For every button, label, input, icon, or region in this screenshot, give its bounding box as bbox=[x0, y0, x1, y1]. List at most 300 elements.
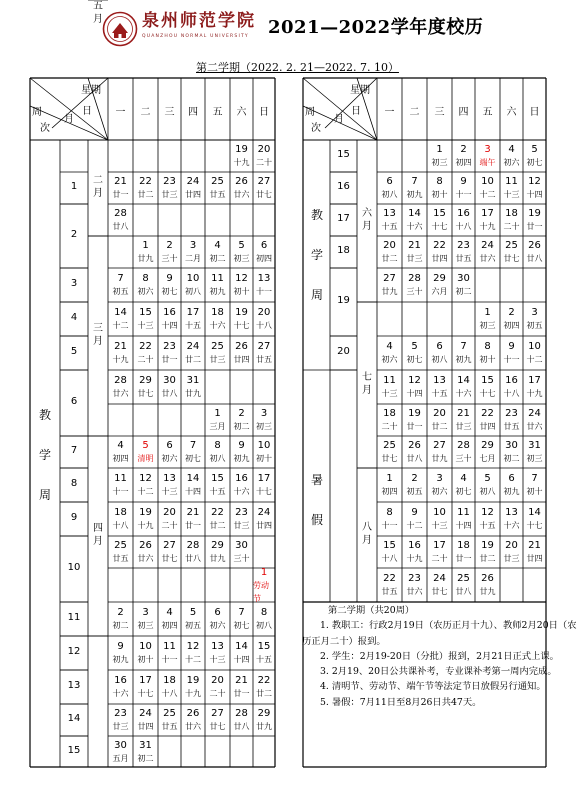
lunar-date: 初九 bbox=[455, 355, 472, 364]
lunar-date: 三十 bbox=[161, 254, 178, 263]
solar-date: 6 bbox=[260, 240, 268, 251]
calendar-day-cell bbox=[427, 236, 452, 268]
solar-date: 25 bbox=[211, 176, 224, 187]
lunar-date: 十四 bbox=[455, 521, 472, 530]
lunar-date: 廿九 bbox=[256, 722, 272, 731]
lunar-date: 二十 bbox=[431, 554, 448, 563]
lunar-date: 十四 bbox=[526, 190, 543, 199]
week-number: 11 bbox=[67, 612, 81, 623]
lunar-date: 十一 bbox=[112, 487, 129, 496]
left-header-yue: 月 bbox=[64, 114, 74, 125]
calendar-day-cell bbox=[253, 336, 275, 370]
solar-date: 16 bbox=[408, 540, 421, 551]
lunar-date: 廿九 bbox=[137, 254, 154, 263]
section-label-summer: 暑 假 bbox=[310, 473, 323, 527]
calendar-day-cell bbox=[427, 536, 452, 568]
solar-date: 26 bbox=[528, 240, 541, 251]
solar-date: 1 bbox=[214, 408, 221, 419]
section-label-teaching: 教 学 周 bbox=[38, 408, 51, 502]
week-number: 9 bbox=[70, 512, 78, 523]
lunar-date: 初四 bbox=[161, 621, 178, 630]
solar-date: 22 bbox=[257, 675, 271, 686]
calendar-day-cell bbox=[523, 140, 546, 172]
lunar-date: 廿六 bbox=[526, 422, 543, 431]
lunar-date: 十六 bbox=[455, 389, 472, 398]
lunar-date: 初八 bbox=[381, 190, 398, 199]
lunar-date: 十三 bbox=[161, 487, 178, 496]
day-header: 日 bbox=[259, 107, 269, 118]
calendar-day-cell bbox=[205, 268, 230, 302]
calendar-day-cell bbox=[452, 268, 475, 302]
week-number: 10 bbox=[67, 562, 81, 573]
calendar-day-cell bbox=[253, 172, 275, 204]
lunar-date: 廿三 bbox=[406, 254, 423, 263]
solar-date: 21 bbox=[186, 507, 200, 518]
calendar-day-cell bbox=[500, 336, 523, 370]
calendar-day-cell bbox=[402, 404, 427, 436]
lunar-date: 廿四 bbox=[185, 190, 201, 199]
week-number: 5 bbox=[70, 346, 78, 357]
lunar-date: 廿七 bbox=[161, 554, 178, 563]
lunar-date: 十七 bbox=[233, 321, 250, 330]
left-header-ri: 日 bbox=[82, 106, 92, 117]
week-number: 14 bbox=[67, 713, 81, 724]
calendar-day-cell bbox=[475, 236, 500, 268]
solar-date: 29 bbox=[257, 708, 271, 719]
solar-date: 5 bbox=[238, 240, 245, 251]
calendar-day-cell bbox=[181, 502, 205, 536]
solar-date: 1 bbox=[386, 473, 393, 484]
solar-date: 23 bbox=[505, 408, 518, 419]
calendar-day-cell bbox=[402, 568, 427, 602]
lunar-date: 初三 bbox=[431, 158, 448, 167]
lunar-date: 二十 bbox=[161, 521, 178, 530]
solar-date: 2 bbox=[166, 240, 173, 251]
solar-date: 7 bbox=[460, 341, 467, 352]
calendar-day-cell bbox=[158, 502, 181, 536]
lunar-date: 十四 bbox=[406, 389, 423, 398]
lunar-date: 初五 bbox=[406, 487, 423, 496]
day-header: 四 bbox=[458, 107, 469, 118]
calendar-day-cell bbox=[475, 140, 500, 172]
calendar-day-cell bbox=[253, 568, 275, 602]
solar-date: 29 bbox=[481, 440, 494, 451]
calendar-day-cell bbox=[427, 404, 452, 436]
calendar-day-cell bbox=[452, 236, 475, 268]
solar-date: 24 bbox=[186, 341, 200, 352]
solar-date: 20 bbox=[257, 144, 271, 155]
solar-date: 30 bbox=[163, 375, 176, 386]
calendar-day-cell bbox=[402, 236, 427, 268]
lunar-date: 廿四 bbox=[526, 554, 543, 563]
calendar-day-cell bbox=[427, 268, 452, 302]
lunar-date: 初十 bbox=[479, 355, 496, 364]
lunar-date: 十二 bbox=[479, 190, 496, 199]
solar-date: 25 bbox=[163, 708, 176, 719]
lunar-date: 十二 bbox=[112, 321, 129, 330]
solar-date: 2 bbox=[238, 408, 245, 419]
solar-date: 6 bbox=[508, 473, 515, 484]
lunar-date: 七月 bbox=[479, 454, 496, 463]
week-number: 12 bbox=[67, 646, 81, 657]
solar-date: 2 bbox=[411, 473, 418, 484]
calendar-day-cell bbox=[452, 536, 475, 568]
solar-date: 24 bbox=[433, 573, 446, 584]
lunar-date: 廿八 bbox=[406, 454, 423, 463]
lunar-date: 初六 bbox=[431, 487, 448, 496]
solar-date: 2 bbox=[508, 307, 515, 318]
calendar-day-cell bbox=[402, 204, 427, 236]
lunar-date: 廿四 bbox=[256, 521, 272, 530]
lunar-date: 廿二 bbox=[256, 689, 272, 698]
solar-date: 10 bbox=[257, 440, 271, 451]
calendar-day-cell bbox=[230, 172, 253, 204]
solar-date: 14 bbox=[114, 307, 127, 318]
lunar-date: 廿五 bbox=[112, 554, 129, 563]
lunar-date: 廿九 bbox=[479, 587, 496, 596]
calendar-day-cell bbox=[205, 704, 230, 736]
lunar-date: 初十 bbox=[526, 487, 543, 496]
lunar-date: 初三 bbox=[526, 454, 543, 463]
lunar-date: 廿一 bbox=[406, 422, 423, 431]
lunar-date: 廿一 bbox=[526, 222, 543, 231]
lunar-date: 十七 bbox=[256, 487, 272, 496]
calendar-day-cell bbox=[427, 140, 452, 172]
lunar-date: 十三 bbox=[381, 389, 398, 398]
week-number: 7 bbox=[70, 445, 78, 456]
lunar-date: 初五 bbox=[185, 621, 201, 630]
solar-date: 5 bbox=[484, 473, 491, 484]
left-header-zhou: 周 bbox=[32, 107, 42, 118]
calendar-day-cell bbox=[427, 204, 452, 236]
solar-date: 28 bbox=[114, 375, 127, 386]
solar-date: 10 bbox=[186, 273, 200, 284]
lunar-date: 初八 bbox=[256, 621, 272, 630]
week-number: 1 bbox=[70, 181, 78, 192]
solar-date: 1 bbox=[484, 307, 491, 318]
calendar-day-cell bbox=[230, 636, 253, 670]
solar-date: 5 bbox=[142, 440, 149, 451]
calendar-day-cell bbox=[253, 636, 275, 670]
lunar-date: 廿八 bbox=[233, 722, 250, 731]
day-header: 二 bbox=[409, 107, 420, 118]
month-label: 二 月 bbox=[93, 175, 103, 199]
lunar-date: 廿五 bbox=[455, 254, 472, 263]
solar-date: 21 bbox=[114, 176, 127, 187]
calendar-day-cell bbox=[452, 204, 475, 236]
solar-date: 22 bbox=[211, 507, 224, 518]
calendar-day-cell bbox=[402, 436, 427, 468]
calendar-day-cell bbox=[377, 172, 402, 204]
solar-date: 27 bbox=[211, 708, 224, 719]
lunar-date: 初三 bbox=[256, 422, 272, 431]
solar-date: 19 bbox=[186, 675, 200, 686]
solar-date: 1 bbox=[142, 240, 149, 251]
calendar-day-cell bbox=[500, 172, 523, 204]
calendar-day-cell bbox=[158, 236, 181, 268]
calendar-day-cell bbox=[108, 268, 133, 302]
lunar-date: 廿五 bbox=[161, 722, 178, 731]
week-number: 6 bbox=[70, 396, 78, 407]
lunar-date: 五月 bbox=[112, 753, 129, 763]
calendar-day-cell bbox=[523, 536, 546, 568]
calendar-day-cell bbox=[253, 502, 275, 536]
solar-date: 18 bbox=[383, 408, 396, 419]
calendar-day-cell bbox=[427, 468, 452, 502]
calendar-day-cell bbox=[205, 336, 230, 370]
solar-date: 27 bbox=[433, 440, 446, 451]
day-header: 一 bbox=[384, 107, 395, 118]
solar-date: 10 bbox=[528, 341, 541, 352]
solar-date: 18 bbox=[114, 507, 127, 518]
lunar-date: 十四 bbox=[185, 487, 201, 496]
calendar-day-cell bbox=[500, 436, 523, 468]
lunar-date: 初九 bbox=[406, 190, 423, 199]
lunar-date: 十六 bbox=[112, 689, 129, 698]
solar-date: 26 bbox=[408, 440, 421, 451]
calendar-day-cell bbox=[230, 140, 253, 172]
solar-date: 3 bbox=[531, 307, 538, 318]
calendar-day-cell bbox=[377, 468, 402, 502]
lunar-date: 十三 bbox=[431, 521, 448, 530]
lunar-date: 初四 bbox=[112, 454, 129, 463]
solar-date: 21 bbox=[114, 341, 127, 352]
calendar-day-cell bbox=[523, 404, 546, 436]
page-title: 2021—2022学年度校历 bbox=[268, 17, 484, 38]
solar-date: 8 bbox=[436, 176, 443, 187]
solar-date: 23 bbox=[163, 176, 176, 187]
lunar-date: 二十 bbox=[209, 689, 226, 698]
solar-date: 4 bbox=[117, 440, 124, 451]
lunar-date: 廿四 bbox=[233, 355, 250, 364]
solar-date: 31 bbox=[528, 440, 541, 451]
solar-date: 6 bbox=[166, 440, 173, 451]
lunar-date: 廿六 bbox=[112, 389, 129, 398]
solar-date: 17 bbox=[139, 675, 152, 686]
week-number: 17 bbox=[337, 213, 350, 224]
calendar-day-cell bbox=[500, 236, 523, 268]
lunar-date: 初七 bbox=[161, 287, 178, 296]
lunar-date: 十八 bbox=[256, 321, 272, 330]
solar-date: 4 bbox=[386, 341, 393, 352]
solar-date: 4 bbox=[166, 607, 173, 618]
calendar-day-cell bbox=[230, 336, 253, 370]
lunar-date: 初二 bbox=[209, 254, 226, 263]
solar-date: 27 bbox=[257, 176, 271, 187]
calendar-day-cell bbox=[523, 336, 546, 370]
solar-date: 17 bbox=[257, 473, 271, 484]
solar-date: 4 bbox=[460, 473, 467, 484]
calendar-day-cell bbox=[108, 336, 133, 370]
lunar-date: 初三 bbox=[137, 621, 154, 630]
lunar-date: 十九 bbox=[112, 355, 129, 364]
lunar-date: 初八 bbox=[479, 487, 496, 496]
calendar-day-cell bbox=[253, 602, 275, 636]
solar-date: 21 bbox=[235, 675, 248, 686]
week-number: 3 bbox=[70, 278, 78, 289]
solar-date: 18 bbox=[457, 540, 470, 551]
solar-date: 12 bbox=[139, 473, 152, 484]
right-header-zhou: 周 bbox=[305, 107, 315, 118]
solar-date: 6 bbox=[386, 176, 393, 187]
lunar-date: 十六 bbox=[209, 321, 226, 330]
calendar-day-cell bbox=[205, 468, 230, 502]
solar-date: 22 bbox=[481, 408, 494, 419]
solar-date: 22 bbox=[139, 176, 152, 187]
calendar-day-cell bbox=[133, 602, 158, 636]
calendar-day-cell bbox=[230, 468, 253, 502]
lunar-date: 初七 bbox=[406, 355, 423, 364]
lunar-date: 廿七 bbox=[209, 722, 226, 731]
solar-date: 11 bbox=[505, 176, 518, 187]
calendar-day-cell bbox=[475, 404, 500, 436]
left-header-xingqi: 星期 bbox=[81, 85, 101, 96]
lunar-date: 十八 bbox=[161, 689, 178, 698]
solar-date: 23 bbox=[163, 341, 176, 352]
calendar-day-cell bbox=[475, 204, 500, 236]
lunar-date: 廿七 bbox=[256, 190, 272, 199]
solar-date: 11 bbox=[383, 375, 396, 386]
calendar-day-cell bbox=[205, 636, 230, 670]
solar-date: 21 bbox=[528, 540, 541, 551]
lunar-date: 二月 bbox=[185, 254, 201, 263]
calendar-day-cell bbox=[181, 602, 205, 636]
solar-date: 14 bbox=[235, 641, 248, 652]
lunar-date: 廿三 bbox=[209, 355, 226, 364]
calendar-day-cell bbox=[253, 140, 275, 172]
calendar-day-cell bbox=[158, 704, 181, 736]
lunar-date: 十八 bbox=[455, 222, 472, 231]
lunar-date: 十七 bbox=[479, 389, 496, 398]
calendar-day-cell bbox=[402, 268, 427, 302]
solar-date: 23 bbox=[235, 507, 248, 518]
calendar-day-cell bbox=[108, 736, 133, 767]
lunar-date: 廿一 bbox=[185, 521, 201, 530]
month-label: 六 月 bbox=[362, 208, 372, 232]
lunar-date: 廿九 bbox=[381, 287, 398, 296]
solar-date: 3 bbox=[142, 607, 149, 618]
solar-date: 1 bbox=[260, 566, 268, 578]
lunar-date: 二十 bbox=[381, 422, 398, 431]
lunar-date: 廿三 bbox=[455, 422, 472, 431]
calendar-day-cell bbox=[230, 670, 253, 704]
lunar-date: 初四 bbox=[503, 321, 520, 330]
calendar-day-cell bbox=[181, 268, 205, 302]
day-header: 六 bbox=[506, 107, 517, 118]
solar-date: 15 bbox=[139, 307, 152, 318]
lunar-date: 十四 bbox=[161, 321, 178, 330]
lunar-date: 初七 bbox=[185, 454, 201, 463]
month-label: 三 月 bbox=[93, 323, 103, 347]
solar-date: 30 bbox=[114, 739, 127, 751]
lunar-date: 十八 bbox=[381, 554, 398, 563]
calendar-day-cell bbox=[500, 140, 523, 172]
calendar-day-cell bbox=[108, 536, 133, 568]
calendar-day-cell bbox=[377, 568, 402, 602]
solar-date: 16 bbox=[505, 375, 518, 386]
solar-date: 18 bbox=[211, 307, 224, 318]
lunar-date: 廿二 bbox=[479, 554, 496, 563]
lunar-date: 二十 bbox=[137, 355, 154, 364]
calendar-day-cell bbox=[452, 336, 475, 370]
lunar-date: 廿二 bbox=[209, 521, 226, 530]
lunar-date: 初六 bbox=[137, 287, 154, 296]
calendar-day-cell bbox=[230, 536, 253, 568]
calendar-day-cell bbox=[158, 172, 181, 204]
solar-date: 18 bbox=[163, 675, 176, 686]
lunar-date: 廿八 bbox=[112, 222, 129, 231]
calendar-day-cell bbox=[377, 268, 402, 302]
lunar-date: 廿二 bbox=[381, 254, 398, 263]
week-number: 18 bbox=[337, 245, 350, 256]
calendar-day-cell bbox=[427, 370, 452, 404]
lunar-date: 廿六 bbox=[233, 190, 250, 199]
calendar-day-cell bbox=[181, 468, 205, 502]
lunar-date: 十一 bbox=[503, 355, 520, 364]
calendar-day-cell bbox=[230, 236, 253, 268]
calendar-day-cell bbox=[133, 436, 158, 468]
solar-date: 17 bbox=[481, 208, 494, 219]
solar-date: 31 bbox=[139, 739, 152, 751]
lunar-date: 十二 bbox=[406, 521, 423, 530]
solar-date: 28 bbox=[114, 208, 127, 219]
school-name-en: QUANZHOU NORMAL UNIVERSITY bbox=[142, 34, 249, 39]
solar-date: 29 bbox=[211, 540, 224, 551]
lunar-date: 廿六 bbox=[479, 254, 496, 263]
calendar-day-cell bbox=[377, 536, 402, 568]
lunar-date: 廿七 bbox=[431, 587, 448, 596]
lunar-date: 初二 bbox=[455, 287, 472, 296]
calendar-day-cell bbox=[523, 236, 546, 268]
solar-date: 5 bbox=[189, 607, 197, 618]
lunar-date: 初十 bbox=[431, 190, 448, 199]
calendar-day-cell bbox=[475, 336, 500, 370]
calendar-day-cell bbox=[230, 302, 253, 336]
week-number: 13 bbox=[67, 680, 81, 691]
solar-date: 19 bbox=[139, 507, 152, 518]
day-header: 三 bbox=[164, 107, 175, 118]
calendar-day-cell bbox=[133, 468, 158, 502]
calendar-day-cell bbox=[230, 602, 253, 636]
solar-date: 19 bbox=[528, 208, 541, 219]
lunar-date: 初十 bbox=[137, 655, 154, 664]
solar-date: 5 bbox=[411, 341, 418, 352]
lunar-date: 初八 bbox=[209, 454, 226, 463]
lunar-date: 十三 bbox=[137, 321, 154, 330]
solar-date: 7 bbox=[411, 176, 418, 187]
solar-date: 17 bbox=[186, 307, 200, 318]
lunar-date: 初二 bbox=[137, 753, 154, 763]
calendar-day-cell bbox=[452, 370, 475, 404]
calendar-day-cell bbox=[427, 172, 452, 204]
solar-date: 12 bbox=[528, 176, 541, 187]
calendar-day-cell bbox=[108, 204, 133, 236]
solar-date: 7 bbox=[189, 440, 197, 451]
solar-date: 11 bbox=[211, 273, 224, 284]
solar-date: 16 bbox=[457, 208, 470, 219]
calendar-day-cell bbox=[377, 336, 402, 370]
calendar-day-cell bbox=[230, 404, 253, 436]
solar-date: 20 bbox=[211, 675, 224, 686]
solar-date: 29 bbox=[139, 375, 152, 386]
calendar-day-cell bbox=[181, 670, 205, 704]
lunar-date: 三十 bbox=[455, 454, 472, 463]
lunar-date: 三月 bbox=[209, 422, 226, 431]
calendar-day-cell bbox=[205, 172, 230, 204]
calendar-day-cell bbox=[452, 172, 475, 204]
day-header: 五 bbox=[212, 107, 223, 118]
lunar-date: 廿五 bbox=[503, 422, 520, 431]
